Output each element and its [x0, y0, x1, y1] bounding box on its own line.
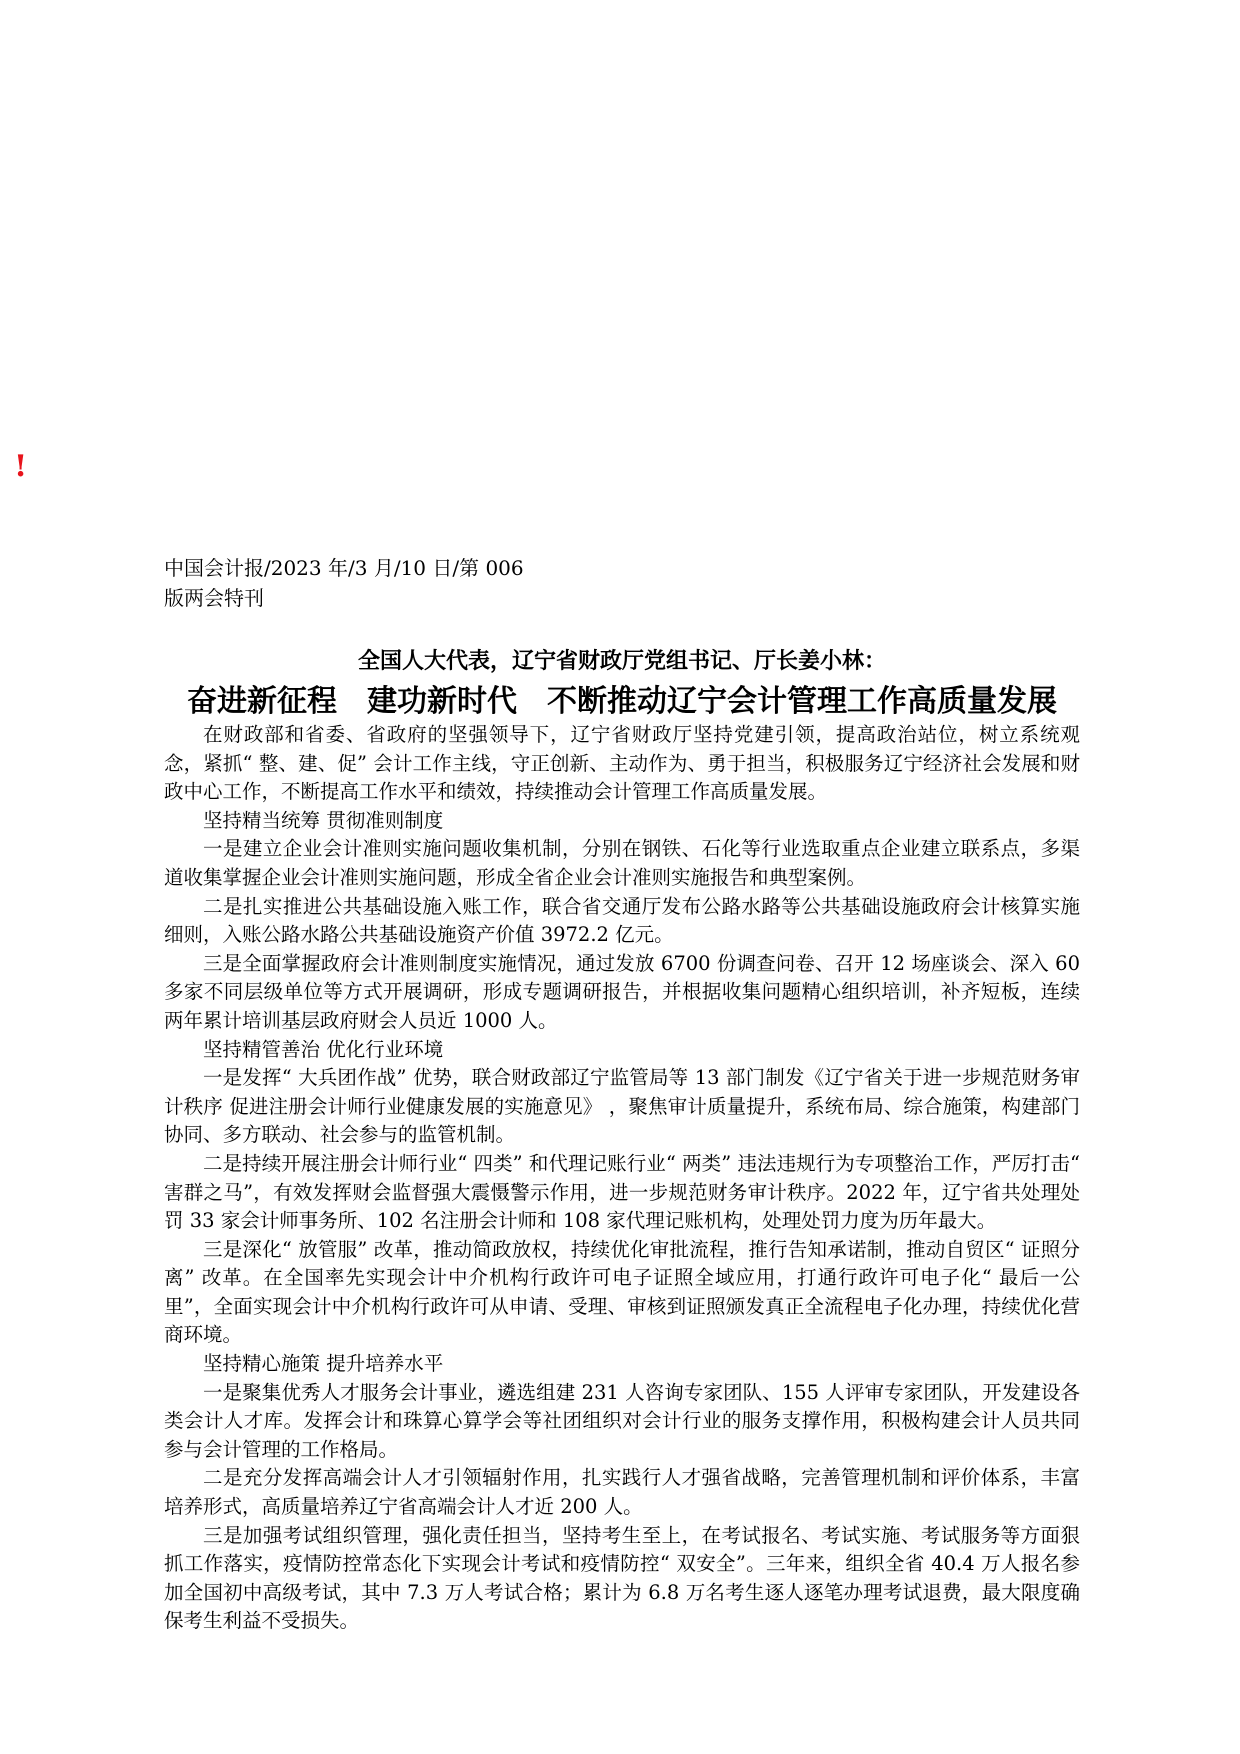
- paragraph: 一是聚集优秀人才服务会计事业，遴选组建 231 人咨询专家团队、155 人评审专家团队，开发建设各类会计人才库。发挥会计和珠算心算学会等社团组织对会计行业的服务支撑作用，积极构建会计人员共同参与会计管理的工作格局。: [164, 1380, 1080, 1461]
- article-body: [164, 721, 1080, 1636]
- paragraph: 三是全面掌握政府会计准则制度实施情况，通过发放 6700 份调查问卷、召开 12 场座谈会、深入 60 多家不同层级单位等方式开展调研，形成专题调研报告，并根据收集问题精心组织培训，补齐短板，连续两年累计培训基层政府财会人员近 1000 人。: [164, 951, 1080, 1032]
- byline: 全国人大代表，辽宁省财政厅党组书记、厅长姜小林：: [357, 649, 886, 674]
- paragraph: 一是发挥“ 大兵团作战” 优势，联合财政部辽宁监管局等 13 部门制发《辽宁省关于进一步规范财务审计秩序 促进注册会计师行业健康发展的实施意见》 ，聚焦审计质量提升，系统布局、综合施策，构建部门协同、多方联动、社会参与的监管机制。: [164, 1066, 1080, 1147]
- headline: 奋进新征程 建功新时代 不断推动辽宁会计管理工作高质量发展: [187, 684, 1057, 719]
- paragraph: 三是深化“ 放管服” 改革，推动简政放权，持续优化审批流程，推行告知承诺制，推动自贸区“ 证照分离” 改革。在全国率先实现会计中介机构行政许可电子证照全域应用，打通行政许可电子化“ 最后一公里”，全面实现会计中介机构行政许可从申请、受理、审核到证照颁发真正全流程电子化办理，持续优化营商环境。: [164, 1237, 1080, 1347]
- section-heading: 坚持精当统筹 贯彻准则制度: [203, 808, 444, 832]
- paragraph: 二是持续开展注册会计师行业“ 四类” 和代理记账行业“ 两类” 违法违规行为专项整治工作，严厉打击“ 害群之马”，有效发挥财会监督强大震慑警示作用，进一步规范财务审计秩序。2022 年，辽宁省共处理处罚 33 家会计师事务所、102 名注册会计师和 108 家代理记账机构，处理处罚力度为历年最大。: [164, 1151, 1080, 1233]
- source-line: [164, 553, 1080, 613]
- section-heading: 坚持精管善治 优化行业环境: [203, 1037, 444, 1061]
- paragraph: 一是建立企业会计准则实施问题收集机制，分别在钢铁、石化等行业选取重点企业建立联系点，多渠道收集掌握企业会计准则实施问题，形成全省企业会计准则实施报告和典型案例。: [164, 837, 1080, 889]
- paragraph: 三是加强考试组织管理，强化责任担当，坚持考生至上，在考试报名、考试实施、考试服务等方面狠抓工作落实，疫情防控常态化下实现会计考试和疫情防控“ 双安全”。三年来，组织全省 40.4 万人报名参加全国初中高级考试，其中 7.3 万人考试合格；累计为 6.8 万名考生逐人逐笔办理考试退费，最大限度确保考生利益不受损失。: [164, 1523, 1080, 1633]
- paragraph: 二是扎实推进公共基础设施入账工作，联合省交通厅发布公路水路等公共基础设施政府会计核算实施细则，入账公路水路公共基础设施资产价值 3972.2 亿元。: [164, 894, 1080, 947]
- section-heading: 坚持精心施策 提升培养水平: [203, 1352, 444, 1376]
- source-line-1: 中国会计报/2023 年/3 月/10 日/第 006: [164, 556, 524, 580]
- paragraph: 二是充分发挥高端会计人才引领辐射作用，扎实践行人才强省战略，完善管理机制和评价体系，丰富培养形式，高质量培养辽宁省高端会计人才近 200 人。: [164, 1466, 1080, 1519]
- article: [164, 553, 1080, 1636]
- red-exclamation-mark: !: [14, 449, 28, 484]
- source-line-2: 版两会特刊: [164, 586, 264, 610]
- paragraph-intro: 在财政部和省委、省政府的坚强领导下，辽宁省财政厅坚持党建引领，提高政治站位，树立系统观念，紧抓“ 整、建、促” 会计工作主线，守正创新、主动作为、勇于担当，积极服务辽宁经济社会发展和财政中心工作，不断提高工作水平和绩效，持续推动会计管理工作高质量发展。: [164, 723, 1080, 804]
